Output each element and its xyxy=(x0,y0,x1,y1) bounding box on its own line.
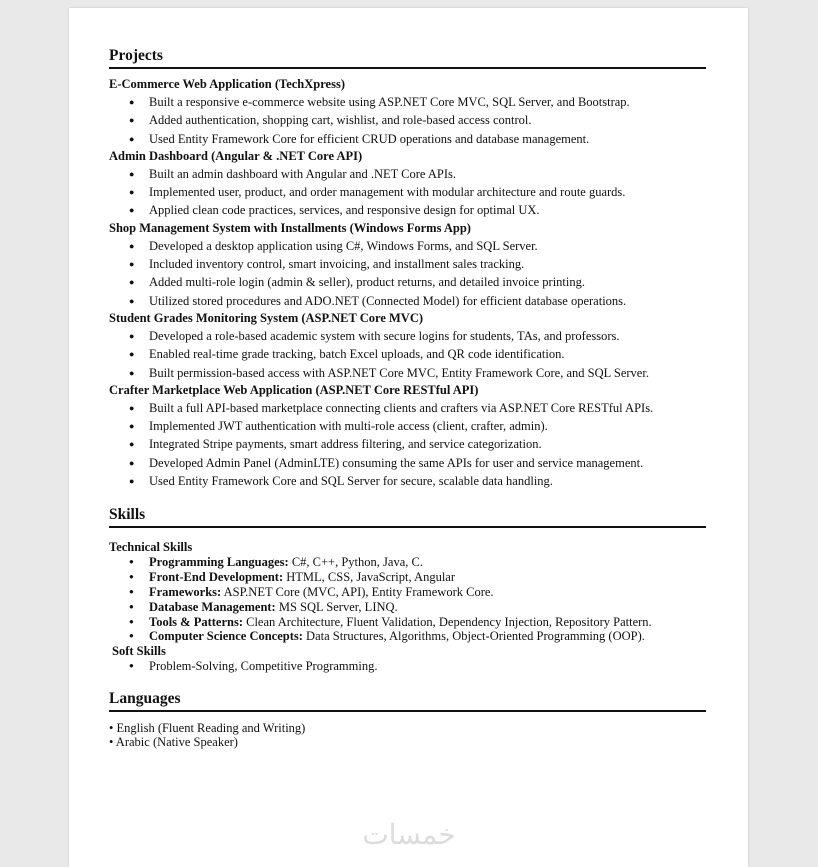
skill-label: Programming Languages: xyxy=(149,555,289,570)
soft-skills-title: Soft Skills xyxy=(112,644,166,659)
skills-heading: Skills xyxy=(109,506,706,528)
skill-value: ASP.NET Core (MVC, API), Entity Framework Core. xyxy=(221,584,494,599)
skill-label: Computer Science Concepts: xyxy=(149,629,303,644)
skill-item xyxy=(109,570,706,585)
skills-section xyxy=(109,506,706,674)
project-item xyxy=(109,220,706,310)
watermark-logo: خمسات xyxy=(362,818,456,851)
project-title: E-Commerce Web Application (TechXpress) xyxy=(109,77,345,91)
technical-skills-title: Technical Skills xyxy=(109,540,193,555)
bullet-item: ● Developed a role-based academic system with secure logins for students, TAs, and professors. xyxy=(109,327,706,345)
skill-item: ● Problem-Solving, Competitive Programming. xyxy=(109,659,706,674)
skill-label: Database Management: xyxy=(149,599,276,614)
project-item xyxy=(109,310,706,382)
skill-item xyxy=(109,629,706,644)
bullet-item: ● Integrated Stripe payments, smart address filtering, and service categorization. xyxy=(109,435,706,453)
project-item xyxy=(109,148,706,220)
bullet-item: ● Added multi-role login (admin & seller), product returns, and detailed invoice printing. xyxy=(109,273,706,291)
skill-item xyxy=(109,555,706,570)
bullet-item: ● Built a full API-based marketplace connecting clients and crafters via ASP.NET Core RESTful APIs. xyxy=(109,399,706,417)
project-title: Admin Dashboard (Angular & .NET Core API) xyxy=(109,148,363,163)
skill-value: HTML, CSS, JavaScript, Angular xyxy=(283,570,456,585)
skill-value: MS SQL Server, LINQ. xyxy=(275,599,398,614)
skill-item xyxy=(109,585,706,600)
bullet-item: ● Applied clean code practices, services, and responsive design for optimal UX. xyxy=(109,201,706,219)
project-bullets xyxy=(109,93,706,148)
bullet-item: ● Implemented user, product, and order management with modular architecture and route guards. xyxy=(109,183,706,201)
soft-skills-list xyxy=(109,659,706,674)
bullet-item: ● Added authentication, shopping cart, wishlist, and role-based access control. xyxy=(109,111,706,129)
project-bullets xyxy=(109,237,706,310)
project-title: Crafter Marketplace Web Application (ASP.NET Core RESTful API) xyxy=(109,382,479,397)
skill-label: Front-End Development: xyxy=(149,570,284,585)
bullet-item: ● Used Entity Framework Core and SQL Server for secure, scalable data handling. xyxy=(109,472,706,490)
skill-label: Tools & Patterns: xyxy=(149,614,243,629)
project-item xyxy=(109,382,706,490)
language-item: • English (Fluent Reading and Writing) xyxy=(109,720,306,735)
skill-item xyxy=(109,600,706,615)
project-title: Shop Management System with Installments (Windows Forms App) xyxy=(109,220,471,235)
project-bullets xyxy=(109,327,706,382)
projects-heading: Projects xyxy=(109,47,706,69)
bullet-item: ● Used Entity Framework Core for efficient CRUD operations and database management. xyxy=(109,130,706,148)
bullet-item: ● Enabled real-time grade tracking, batch Excel uploads, and QR code identification. xyxy=(109,345,706,363)
project-title: Student Grades Monitoring System (ASP.NET Core MVC) xyxy=(109,310,424,325)
skill-value: C#, C++, Python, Java, C. xyxy=(288,555,423,570)
resume-page xyxy=(69,8,748,867)
skill-value: Clean Architecture, Fluent Validation, Dependency Injection, Repository Pattern. xyxy=(242,614,652,629)
skill-label: Frameworks: xyxy=(149,584,222,599)
bullet-item: ● Included inventory control, smart invoicing, and installment sales tracking. xyxy=(109,255,706,273)
language-item: • Arabic (Native Speaker) xyxy=(109,735,238,750)
project-item xyxy=(109,76,706,148)
bullet-item: ● Utilized stored procedures and ADO.NET (Connected Model) for efficient database operations. xyxy=(109,292,706,310)
languages-section xyxy=(109,690,706,750)
resume-content xyxy=(109,47,706,750)
languages-heading: Languages xyxy=(109,690,706,712)
bullet-item: ● Implemented JWT authentication with multi-role access (client, crafter, admin). xyxy=(109,417,706,435)
bullet-item: ● Built a responsive e-commerce website using ASP.NET Core MVC, SQL Server, and Bootstrap. xyxy=(109,93,706,111)
project-bullets xyxy=(109,399,706,490)
project-bullets xyxy=(109,165,706,220)
technical-skills-list xyxy=(109,555,706,644)
skill-value: Data Structures, Algorithms, Object-Oriented Programming (OOP). xyxy=(302,629,645,644)
bullet-item: ● Developed a desktop application using C#, Windows Forms, and SQL Server. xyxy=(109,237,706,255)
projects-section xyxy=(109,47,706,490)
bullet-item: ● Built permission-based access with ASP.NET Core MVC, Entity Framework Core, and SQL Server. xyxy=(109,364,706,382)
skill-item xyxy=(109,615,706,630)
bullet-item: ● Developed Admin Panel (AdminLTE) consuming the same APIs for user and service management. xyxy=(109,454,706,472)
bullet-item: ● Built an admin dashboard with Angular and .NET Core APIs. xyxy=(109,165,706,183)
